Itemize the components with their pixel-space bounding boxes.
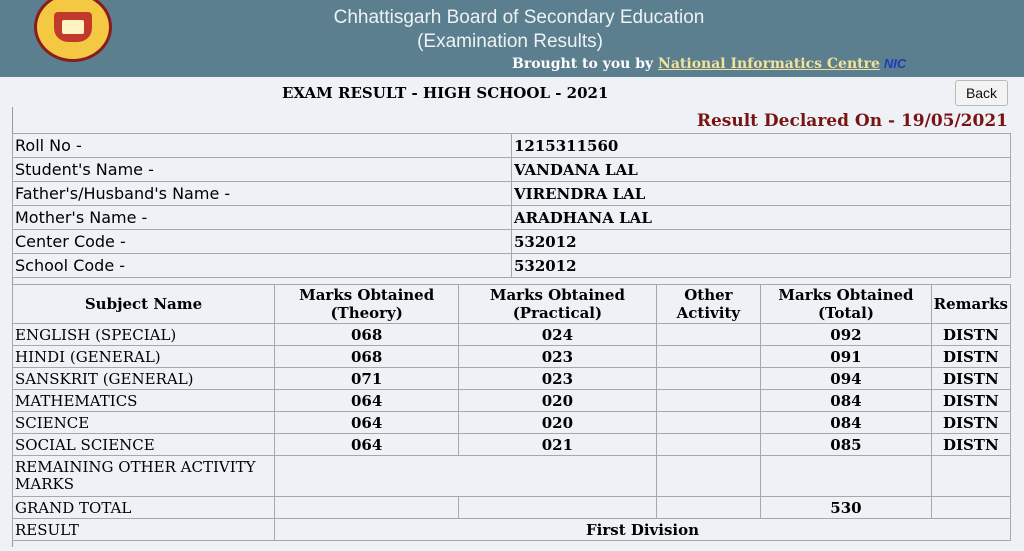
other-activity-value (656, 456, 761, 497)
other-activity-remarks (931, 456, 1010, 497)
nic-logo-icon: NIC (883, 56, 907, 71)
result-declared-date: Result Declared On - 19/05/2021 (696, 111, 1008, 131)
subject-row (13, 324, 1011, 346)
info-label: Student's Name - (13, 158, 512, 182)
info-label: Father's/Husband's Name - (13, 182, 512, 206)
marks-table (12, 284, 1011, 541)
result-label: RESULT (13, 519, 275, 541)
col-total: Marks Obtained (Total) (761, 285, 931, 324)
total-marks: 085 (761, 434, 931, 456)
grand-total-value: 530 (761, 497, 931, 519)
theory-marks: 071 (275, 368, 459, 390)
remarks: DISTN (931, 434, 1010, 456)
result-row (13, 519, 1011, 541)
subject-row (13, 390, 1011, 412)
other-activity-empty (275, 456, 657, 497)
exam-title: EXAM RESULT - HIGH SCHOOL - 2021 (282, 84, 609, 102)
info-label: Roll No - (13, 134, 512, 158)
other-activity-marks (656, 346, 761, 368)
grand-total-remarks (931, 497, 1010, 519)
total-marks: 084 (761, 390, 931, 412)
subject-name: MATHEMATICS (13, 390, 275, 412)
grand-total-label: GRAND TOTAL (13, 497, 275, 519)
theory-marks: 064 (275, 390, 459, 412)
grand-total-other (656, 497, 761, 519)
practical-marks: 023 (459, 346, 656, 368)
total-marks: 092 (761, 324, 931, 346)
practical-marks: 020 (459, 412, 656, 434)
footer-text-clipped (120, 541, 920, 551)
student-info-row (13, 230, 1011, 254)
other-activity-total (761, 456, 931, 497)
col-theory: Marks Obtained (Theory) (275, 285, 459, 324)
subject-row (13, 368, 1011, 390)
total-marks: 094 (761, 368, 931, 390)
col-other-activity: Other Activity (656, 285, 761, 324)
credit-line (512, 56, 906, 72)
other-activity-marks (656, 324, 761, 346)
subject-name: ENGLISH (SPECIAL) (13, 324, 275, 346)
total-marks: 091 (761, 346, 931, 368)
info-label: Center Code - (13, 230, 512, 254)
info-value: VANDANA LAL (512, 158, 1011, 182)
subject-name: SCIENCE (13, 412, 275, 434)
board-subtitle: (Examination Results) (417, 31, 603, 52)
remarks: DISTN (931, 390, 1010, 412)
credit-prefix: Brought to you by (512, 56, 654, 72)
info-value: 532012 (512, 230, 1011, 254)
subject-name: SANSKRIT (GENERAL) (13, 368, 275, 390)
theory-marks: 064 (275, 412, 459, 434)
subject-name: SOCIAL SCIENCE (13, 434, 275, 456)
other-activity-marks (656, 368, 761, 390)
info-value: 532012 (512, 254, 1011, 278)
other-activity-marks (656, 434, 761, 456)
info-label: Mother's Name - (13, 206, 512, 230)
student-info-row (13, 158, 1011, 182)
other-activity-row (13, 456, 1011, 497)
other-activity-marks (656, 412, 761, 434)
student-info-row (13, 254, 1011, 278)
col-subject-name: Subject Name (13, 285, 275, 324)
other-activity-label: REMAINING OTHER ACTIVITY MARKS (13, 456, 275, 497)
info-label: School Code - (13, 254, 512, 278)
student-info-row (13, 182, 1011, 206)
subject-row (13, 346, 1011, 368)
col-remarks: Remarks (931, 285, 1010, 324)
student-info-row (13, 134, 1011, 158)
info-value: VIRENDRA LAL (512, 182, 1011, 206)
back-button[interactable]: Back (955, 80, 1008, 106)
site-header (0, 0, 1024, 77)
total-marks: 084 (761, 412, 931, 434)
other-activity-marks (656, 390, 761, 412)
student-info-table (12, 133, 1011, 278)
marks-header-row (13, 285, 1011, 324)
theory-marks: 068 (275, 346, 459, 368)
remarks: DISTN (931, 346, 1010, 368)
subject-name: HINDI (GENERAL) (13, 346, 275, 368)
practical-marks: 023 (459, 368, 656, 390)
theory-marks: 064 (275, 434, 459, 456)
practical-marks: 021 (459, 434, 656, 456)
grand-total-theory (275, 497, 459, 519)
subject-row (13, 412, 1011, 434)
remarks: DISTN (931, 324, 1010, 346)
col-practical: Marks Obtained (Practical) (459, 285, 656, 324)
info-value: ARADHANA LAL (512, 206, 1011, 230)
grand-total-practical (459, 497, 656, 519)
theory-marks: 068 (275, 324, 459, 346)
board-title: Chhattisgarh Board of Secondary Education (333, 7, 705, 28)
subject-row (13, 434, 1011, 456)
practical-marks: 024 (459, 324, 656, 346)
student-info-row (13, 206, 1011, 230)
nic-link[interactable]: National Informatics Centre (658, 56, 880, 72)
info-value: 1215311560 (512, 134, 1011, 158)
practical-marks: 020 (459, 390, 656, 412)
grand-total-row (13, 497, 1011, 519)
result-value: First Division (275, 519, 1011, 541)
remarks: DISTN (931, 368, 1010, 390)
remarks: DISTN (931, 412, 1010, 434)
